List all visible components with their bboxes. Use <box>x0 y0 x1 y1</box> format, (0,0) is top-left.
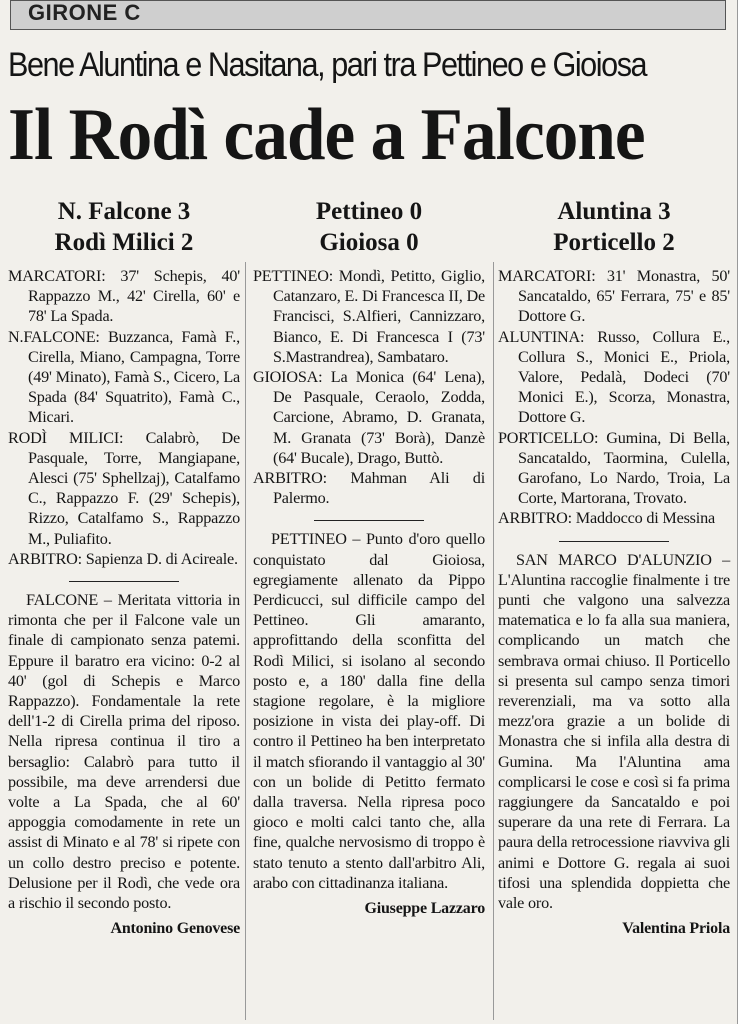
author-byline: Antonino Genovese <box>110 920 240 938</box>
author-byline: Giuseppe Lazzaro <box>364 900 485 918</box>
away-lineup: RODÌ MILICI: Calabrò, De Pasquale, Torre, Mangiapane, Alesci (75' Sphellzaj), Catalfamo C., Rappazzo F. (29' Schepis), Rizzo, Catalfamo S., Rappazzo M., Puliafito. <box>8 428 240 548</box>
headline: Il Rodì cade a Falcone <box>8 94 645 176</box>
column-rule <box>245 262 246 1020</box>
home-lineup: ALUNTINA: Russo, Collura E., Collura S., Monici E., Priola, Valore, Pedalà, Dodeci (70' Monici E.), Scorza, Monastra, Dottore G. <box>498 327 730 427</box>
match-details <box>498 266 730 529</box>
away-team-score: Porticello 2 <box>553 229 675 256</box>
referee: ARBITRO: Mahman Ali di Palermo. <box>253 469 485 508</box>
author-byline: Valentina Priola <box>622 920 730 938</box>
away-lineup: GIOIOSA: La Monica (64' Lena), De Pasquale, Ceraolo, Zodda, Carcione, Abramo, D. Granata, M. Granata (73' Borà), Danzè (64' Bucale), Drago, Buttò. <box>253 368 485 467</box>
scorers: MARCATORI: 37' Schepis, 40' Rappazzo M., 42' Cirella, 60' e 78' La Spada. <box>8 267 240 326</box>
match-score <box>498 196 730 258</box>
away-lineup: PORTICELLO: Gumina, Di Bella, Sancataldo, Taormina, Culella, Garofano, Lo Nardo, Troia, La Corte, Martorana, Trovato. <box>498 428 730 508</box>
home-team-score: Pettineo 0 <box>315 198 423 225</box>
article-text: FALCONE – Meritata vittoria in rimonta che per il Falcone vale un finale di campionato senza patemi. Eppure il baratro era vicino: 0-2 al 40' (gol di Schepis e Marco Rappazzo). Fondamentale la rete dell'1-2 di Cirella prima del riposo. Nella ripresa continua il tiro a bersaglio: Calabrò para tutto il possibile, ma deve arrendersi due volte a La Spada, che al 60' appoggia comodamente in rete un assist di Minato e al 78' si ripete con un collo destro preciso e potente. Delusione per il Rodì, che vede ora a rischio il secondo posto. <box>8 591 240 913</box>
match-details <box>8 266 240 569</box>
subtitle: Bene Aluntina e Nasitana, pari tra Pettineo e Gioiosa <box>8 46 647 84</box>
match-column-1 <box>8 196 240 940</box>
referee: ARBITRO: Sapienza D. di Acireale. <box>8 549 238 568</box>
home-team-score: N. Falcone 3 <box>57 198 191 225</box>
home-team-score: Aluntina 3 <box>557 198 671 225</box>
match-score <box>8 196 240 258</box>
divider <box>69 581 179 582</box>
section-label: GIRONE C <box>28 0 141 25</box>
article-text: PETTINEO – Punto d'oro quello conquistato dal Gioiosa, egregiamente allenato da Pippo Perdicucci, sul difficile campo del Pettineo. Gli amaranto, approfittando della sconfitta del Rodì Milici, si isolano al secondo posto e, a 180' dalla fine della stagione regolare, è la migliore posizione in vista dei play-off. Di contro il Pettineo ha ben interpretato il match sfiorando il vantaggio al 30' con un bolide di Petitto fermato dalla traversa. Nella ripresa poco gioco e molti calci tanto che, alla fine, qualche nervosismo di troppo è stato tenuto a stento dall'arbitro Ali, arabo con cittadinanza italiana. <box>253 530 485 892</box>
article-text: SAN MARCO D'ALUNZIO – L'Aluntina raccoglie finalmente i tre punti che valgono una salvezza matematica e lo fa alla sua maniera, complicando un match che sembrava ormai chiuso. Il Porticello si presenta sul campo senza timori reverenziali, ma va sotto alla mezz'ora grazie a un bolide di Monastra che si infila alla destra di Gumina. Ma l'Aluntina ama complicarsi le cose e così si fa prima raggiungere da Sancataldo e poi superare da una rete di Ferrara. La paura della retrocessione riavviva gli animi e Dottore G. regala ai suoi tifosi una splendida doppietta che vale oro. <box>498 550 730 913</box>
scorers: MARCATORI: 31' Monastra, 50' Sancataldo, 65' Ferrara, 75' e 85' Dottore G. <box>498 267 730 326</box>
away-team-score: Rodì Milici 2 <box>54 229 194 256</box>
column-rule <box>493 262 494 1020</box>
match-details <box>253 266 485 508</box>
home-lineup: N.FALCONE: Buzzanca, Famà F., Cirella, Miano, Campagna, Torre (49' Minato), Famà S., Cicero, La Spada (84' Squatrito), Famà C., Micari. <box>8 327 240 427</box>
match-column-2 <box>253 196 485 919</box>
home-lineup: PETTINEO: Mondì, Petitto, Giglio, Catanzaro, E. Di Francesca II, De Francisci, S.Alfieri, Cannizzaro, Bianco, E. Di Francesca I (73' S.Mastrandrea), Sambataro. <box>253 267 485 366</box>
match-score <box>253 196 485 258</box>
referee: ARBITRO: Maddocco di Messina <box>498 509 715 528</box>
divider <box>314 520 424 521</box>
away-team-score: Gioiosa 0 <box>319 229 419 256</box>
divider <box>559 541 669 542</box>
adjacent-page-edge <box>737 0 751 1024</box>
match-column-3 <box>498 196 730 940</box>
